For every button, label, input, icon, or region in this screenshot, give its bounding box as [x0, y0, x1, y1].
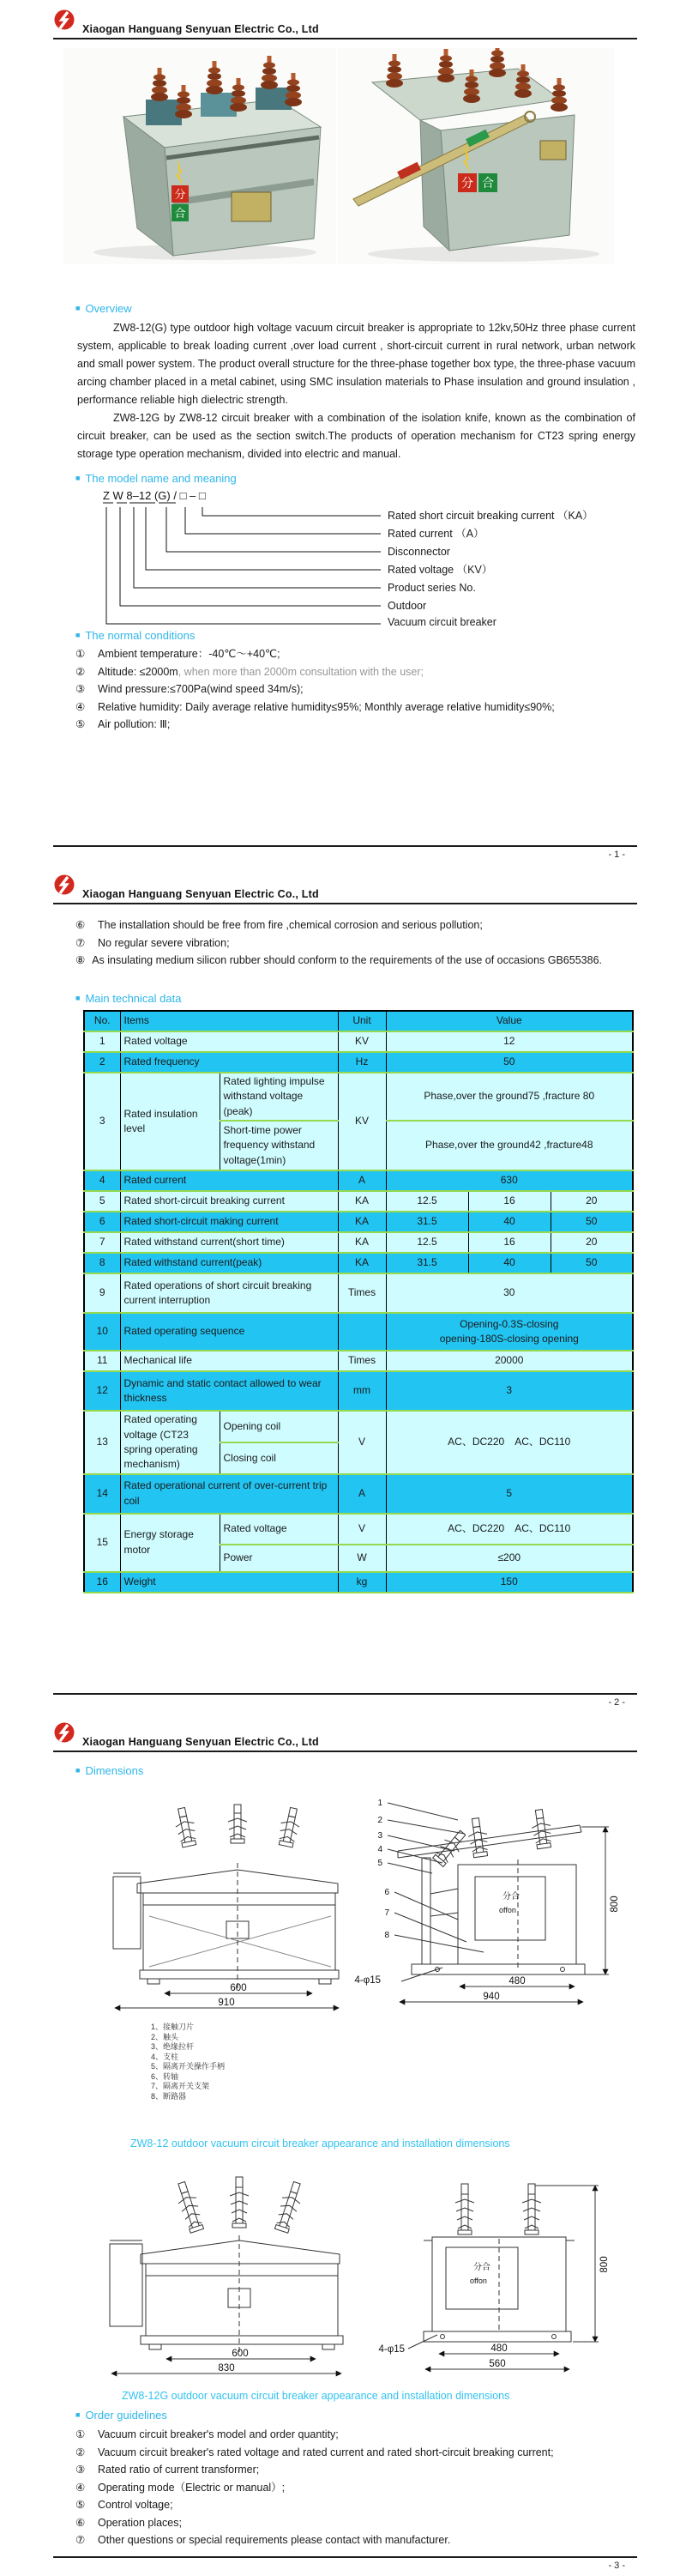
cell: V: [338, 1514, 386, 1545]
callout-number: 8: [384, 1931, 389, 1940]
table-row: [84, 1514, 633, 1545]
cell: Rated voltage: [220, 1514, 338, 1545]
cell: 13: [84, 1411, 120, 1474]
cell: Rated withstand current(peak): [120, 1253, 338, 1273]
cell: 12: [84, 1371, 120, 1411]
table-row: [84, 1351, 633, 1371]
dimension-drawing-zw8-12g: [55, 2158, 631, 2383]
cell: 5: [386, 1474, 633, 1514]
cell: Unit: [338, 1011, 386, 1031]
page-footer: [53, 845, 637, 860]
order-item: ⑤ Control voltage;: [75, 2499, 173, 2511]
svg-text:分: 分: [461, 176, 473, 190]
cell: Rated withstand current(short time): [120, 1232, 338, 1253]
table-row: [84, 1191, 633, 1212]
legend-item: 8、断路器: [151, 2091, 187, 2101]
dim-label: 910: [218, 1998, 235, 2008]
plate-label-en: offon: [499, 1906, 516, 1914]
model-code: Z W 8–12 (G) / □ – □: [103, 489, 206, 502]
cell: AC、DC220 AC、DC110: [386, 1411, 633, 1474]
cell: 40: [468, 1253, 551, 1273]
cell: Rated voltage: [120, 1031, 338, 1052]
cell: kg: [338, 1572, 386, 1593]
condition-item: ② Altitude: ≤2000m, when more than 2000m consultation with the user;: [75, 665, 424, 678]
condition-item: ④ Relative humidity: Daily average relative humidity≤95%; Monthly average relative humidity≤90%;: [75, 700, 555, 713]
cell: 16: [468, 1232, 551, 1253]
section-title: Order guidelines: [85, 2409, 167, 2422]
overview-paragraph-2: ZW8-12G by ZW8-12 circuit breaker with a combination of the isolation knife, known as the combination of circuit breaker, can be used as the section switch.The products of operation mechanism for CT23 spring energy storage type operation mechanism, divided into electric and manual.: [77, 412, 635, 460]
page-1: [0, 0, 680, 865]
plate-label: 分合: [473, 2263, 490, 2272]
callout-number: 1: [377, 1799, 382, 1808]
cell: W: [338, 1545, 386, 1572]
cell: 20000: [386, 1351, 633, 1371]
drawing-caption-1: ZW8-12 outdoor vacuum circuit breaker appearance and installation dimensions: [130, 2138, 510, 2150]
condition-item: ⑦ No regular severe vibration;: [75, 936, 230, 949]
plate-label-en: offon: [470, 2277, 487, 2285]
cell: Rated short-circuit breaking current: [120, 1191, 338, 1212]
model-label: Rated short circuit breaking current （KA）: [388, 510, 593, 522]
cell: 12: [386, 1031, 633, 1052]
dimension-drawing-zw8-12: [55, 1791, 631, 2021]
svg-text:合: 合: [174, 207, 186, 220]
callout-number: 3: [377, 1831, 382, 1841]
section-heading-order-guidelines: [75, 2409, 637, 2422]
table-row: [84, 1572, 633, 1593]
cell: Times: [338, 1351, 386, 1371]
square-bullet-icon: ■: [75, 994, 81, 1002]
cell: 16: [468, 1191, 551, 1212]
condition-item: ⑥ The installation should be free from fire ,chemical corrosion and serious pollution;: [75, 919, 483, 931]
cell: AC、DC220 AC、DC110: [386, 1514, 633, 1545]
square-bullet-icon: ■: [75, 631, 81, 639]
technical-data-table: [83, 1010, 634, 1593]
cell: Short-time power frequency withstand voltage(1min): [220, 1121, 338, 1170]
square-bullet-icon: ■: [75, 1766, 81, 1775]
condition-item: ① Ambient temperature：-40℃～+40℃;: [75, 648, 280, 660]
section-heading-technical-data: [75, 992, 637, 1005]
cell: Phase,over the ground42 ,fracture48: [386, 1121, 633, 1170]
dim-label: 600: [230, 1983, 247, 1993]
table-row: [84, 1232, 633, 1253]
company-name: Xiaogan Hanguang Senyuan Electric Co., Ltd: [82, 1736, 319, 1748]
section-title: Overview: [85, 302, 132, 315]
legend-item: 7、隔离开关支架: [151, 2082, 210, 2090]
condition-item: ⑧ As insulating medium silicon rubber should conform to the requirements of the use of occasions GB655386.: [75, 954, 602, 966]
cell: Rated operating sequence: [120, 1313, 338, 1351]
cell: Rated frequency: [120, 1052, 338, 1073]
legend-item: 1、接触刀片: [151, 2023, 195, 2031]
cell: KA: [338, 1232, 386, 1253]
cell: Hz: [338, 1052, 386, 1073]
section-heading-overview: [75, 302, 637, 315]
overview-paragraph-1: ZW8-12(G) type outdoor high voltage vacuum circuit breaker is appropriate to 12kv,50Hz three phase current system, applicable to break loading current ,over load current , short-circuit current in rural network, urban network and small power system. The product overall structure for the three-phase together box type, the three-phase vacuum arcing chamber placed in a metal cabinet, using SMC insulation materials to Phase insulation and ground insulation , performance reliable high dielectric strength.: [77, 322, 635, 406]
table-row: [84, 1052, 633, 1073]
company-name: Xiaogan Hanguang Senyuan Electric Co., Ltd: [82, 23, 319, 35]
model-label: Outdoor: [388, 600, 427, 612]
svg-text:合: 合: [482, 176, 494, 190]
cell: 20: [551, 1191, 633, 1212]
cell: Rated current: [120, 1170, 338, 1191]
dim-label: 800: [610, 1896, 620, 1913]
cell: 14: [84, 1474, 120, 1514]
order-item: ⑦ Other questions or special requirements please contact with manufacturer.: [75, 2534, 451, 2546]
dim-label: 480: [490, 2343, 508, 2354]
cell: KV: [338, 1073, 386, 1170]
table-row: [84, 1474, 633, 1514]
cell: 31.5: [386, 1253, 468, 1273]
table-header-row: [84, 1011, 633, 1031]
cell: KV: [338, 1031, 386, 1052]
cell: Rated short-circuit making current: [120, 1212, 338, 1232]
order-item: ① Vacuum circuit breaker's model and order quantity;: [75, 2428, 339, 2440]
company-logo-icon: [53, 9, 75, 35]
cell: Rated operations of short circuit breaking current interruption: [120, 1273, 338, 1313]
page-footer: [53, 1693, 637, 1708]
cell: 9: [84, 1273, 120, 1313]
model-label: Vacuum circuit breaker: [388, 616, 496, 627]
cell: 10: [84, 1313, 120, 1351]
order-item: ④ Operating mode（Electric or manual）;: [75, 2481, 286, 2494]
dim-label: 800: [599, 2256, 610, 2273]
page-footer: [53, 2556, 637, 2571]
legend-item: 3、绝缘拉杆: [151, 2042, 195, 2051]
order-item: ③ Rated ratio of current transformer;: [75, 2464, 260, 2476]
cell: mm: [338, 1371, 386, 1411]
cell: Opening coil: [220, 1411, 338, 1442]
cell: 50: [551, 1253, 633, 1273]
table-row: [84, 1371, 633, 1411]
model-label: Product series No.: [388, 582, 476, 594]
cell: Weight: [120, 1572, 338, 1593]
svg-text:分: 分: [174, 188, 186, 201]
square-bullet-icon: ■: [75, 2410, 81, 2419]
cell: 15: [84, 1514, 120, 1572]
dim-label: 940: [483, 1992, 500, 2002]
table-row: [84, 1411, 633, 1442]
cell: 1: [84, 1031, 120, 1052]
product-photo-right: [338, 48, 614, 264]
table-row: [84, 1273, 633, 1313]
page-header: [53, 9, 637, 39]
cell: [338, 1313, 386, 1351]
cell: 12.5: [386, 1191, 468, 1212]
dim-label: 560: [489, 2359, 506, 2369]
dim-label: 4-φ15: [378, 2344, 405, 2355]
cell: 30: [386, 1273, 633, 1313]
cell: 50: [551, 1212, 633, 1232]
cell: Mechanical life: [120, 1351, 338, 1371]
dim-label: 830: [218, 2363, 235, 2373]
cell: 7: [84, 1232, 120, 1253]
dim-label: 600: [232, 2349, 249, 2359]
cell: Rated operating voltage (CT23 spring operating mechanism): [120, 1411, 220, 1474]
page-3: [0, 1713, 680, 2576]
legend-item: 2、触头: [151, 2032, 179, 2041]
cell: Energy storage motor: [120, 1514, 220, 1572]
cell: KA: [338, 1191, 386, 1212]
cell: Phase,over the ground75 ,fracture 80: [386, 1073, 633, 1121]
page-header: [53, 874, 637, 904]
table-row: [84, 1073, 633, 1121]
condition-item: ③ Wind pressure:≤700Pa(wind speed 34m/s);: [75, 683, 304, 695]
cell: Value: [386, 1011, 633, 1031]
cell: ≤200: [386, 1545, 633, 1572]
cell: 3: [386, 1371, 633, 1411]
cell: 150: [386, 1572, 633, 1593]
cell: V: [338, 1411, 386, 1474]
legend-item: 5、隔离开关操作手柄: [151, 2062, 226, 2071]
section-title: The normal conditions: [85, 629, 196, 642]
cell: A: [338, 1170, 386, 1191]
table-row: [84, 1031, 633, 1052]
cell: Items: [120, 1011, 338, 1031]
cell: KA: [338, 1212, 386, 1232]
square-bullet-icon: ■: [75, 304, 81, 312]
cell: 40: [468, 1212, 551, 1232]
cell: A: [338, 1474, 386, 1514]
section-heading-model: [75, 472, 637, 485]
table-row: [84, 1212, 633, 1232]
dim-label: 480: [508, 1976, 526, 1986]
cell: 3: [84, 1073, 120, 1170]
order-item: ⑥ Operation places;: [75, 2516, 182, 2529]
page-number: - 3 -: [608, 2561, 625, 2571]
cell: Power: [220, 1545, 338, 1572]
cell: Rated operational current of over-current trip coil: [120, 1474, 338, 1514]
cell: Closing coil: [220, 1442, 338, 1474]
order-item: ② Vacuum circuit breaker's rated voltage and rated current and rated short-circuit breaking current;: [75, 2446, 554, 2458]
legend-item: 4、支柱: [151, 2052, 179, 2061]
cell: 16: [84, 1572, 120, 1593]
company-logo-icon: [53, 874, 75, 900]
page-number: - 2 -: [608, 1697, 625, 1708]
cell: No.: [84, 1011, 120, 1031]
product-photos: [63, 48, 680, 264]
callout-number: 7: [384, 1908, 389, 1918]
cell: 8: [84, 1253, 120, 1273]
condition-item: ⑤ Air pollution: Ⅲ;: [75, 718, 171, 730]
cell: Opening-0.3S-closing opening-180S-closing opening: [386, 1313, 633, 1351]
drawing-caption-2: ZW8-12G outdoor vacuum circuit breaker appearance and installation dimensions: [122, 2390, 510, 2402]
cell: 5: [84, 1191, 120, 1212]
table-row: [84, 1253, 633, 1273]
page-number: - 1 -: [608, 850, 625, 860]
cell: Rated insulation level: [120, 1073, 220, 1170]
model-label: Rated voltage （KV）: [388, 564, 493, 576]
section-title: The model name and meaning: [85, 472, 237, 485]
callout-number: 4: [377, 1845, 382, 1854]
product-photo-left: [63, 48, 336, 264]
model-meaning-diagram: [55, 487, 655, 627]
page-2: [0, 865, 680, 1713]
model-label: Rated current （A）: [388, 528, 484, 540]
company-name: Xiaogan Hanguang Senyuan Electric Co., Ltd: [82, 888, 319, 900]
drawing-legend: [151, 2023, 680, 2101]
dim-label: 4-φ15: [354, 1975, 381, 1986]
callout-number: 5: [377, 1859, 382, 1868]
table-row: [84, 1170, 633, 1191]
cell: Dynamic and static contact allowed to wear thickness: [120, 1371, 338, 1411]
square-bullet-icon: ■: [75, 474, 81, 482]
cell: Times: [338, 1273, 386, 1313]
cell: 20: [551, 1232, 633, 1253]
cell: 6: [84, 1212, 120, 1232]
cell: 31.5: [386, 1212, 468, 1232]
cell: 4: [84, 1170, 120, 1191]
company-logo-icon: [53, 1721, 75, 1748]
legend-item: 6、转轴: [151, 2071, 179, 2081]
section-heading-dimensions: [75, 1764, 637, 1777]
callout-number: 6: [384, 1888, 389, 1897]
cell: 2: [84, 1052, 120, 1073]
cell: 50: [386, 1052, 633, 1073]
cell: 12.5: [386, 1232, 468, 1253]
section-title: Dimensions: [85, 1764, 144, 1777]
cell: 630: [386, 1170, 633, 1191]
cell: Rated lighting impulse withstand voltage (peak): [220, 1073, 338, 1121]
section-title: Main technical data: [85, 992, 182, 1005]
cell: 11: [84, 1351, 120, 1371]
table-row: [84, 1313, 633, 1351]
section-heading-normal-conditions: [75, 629, 637, 642]
model-label: Disconnector: [388, 546, 450, 558]
plate-label: 分合: [502, 1892, 520, 1902]
cell: KA: [338, 1253, 386, 1273]
callout-number: 2: [377, 1816, 382, 1825]
page-header: [53, 1721, 637, 1752]
